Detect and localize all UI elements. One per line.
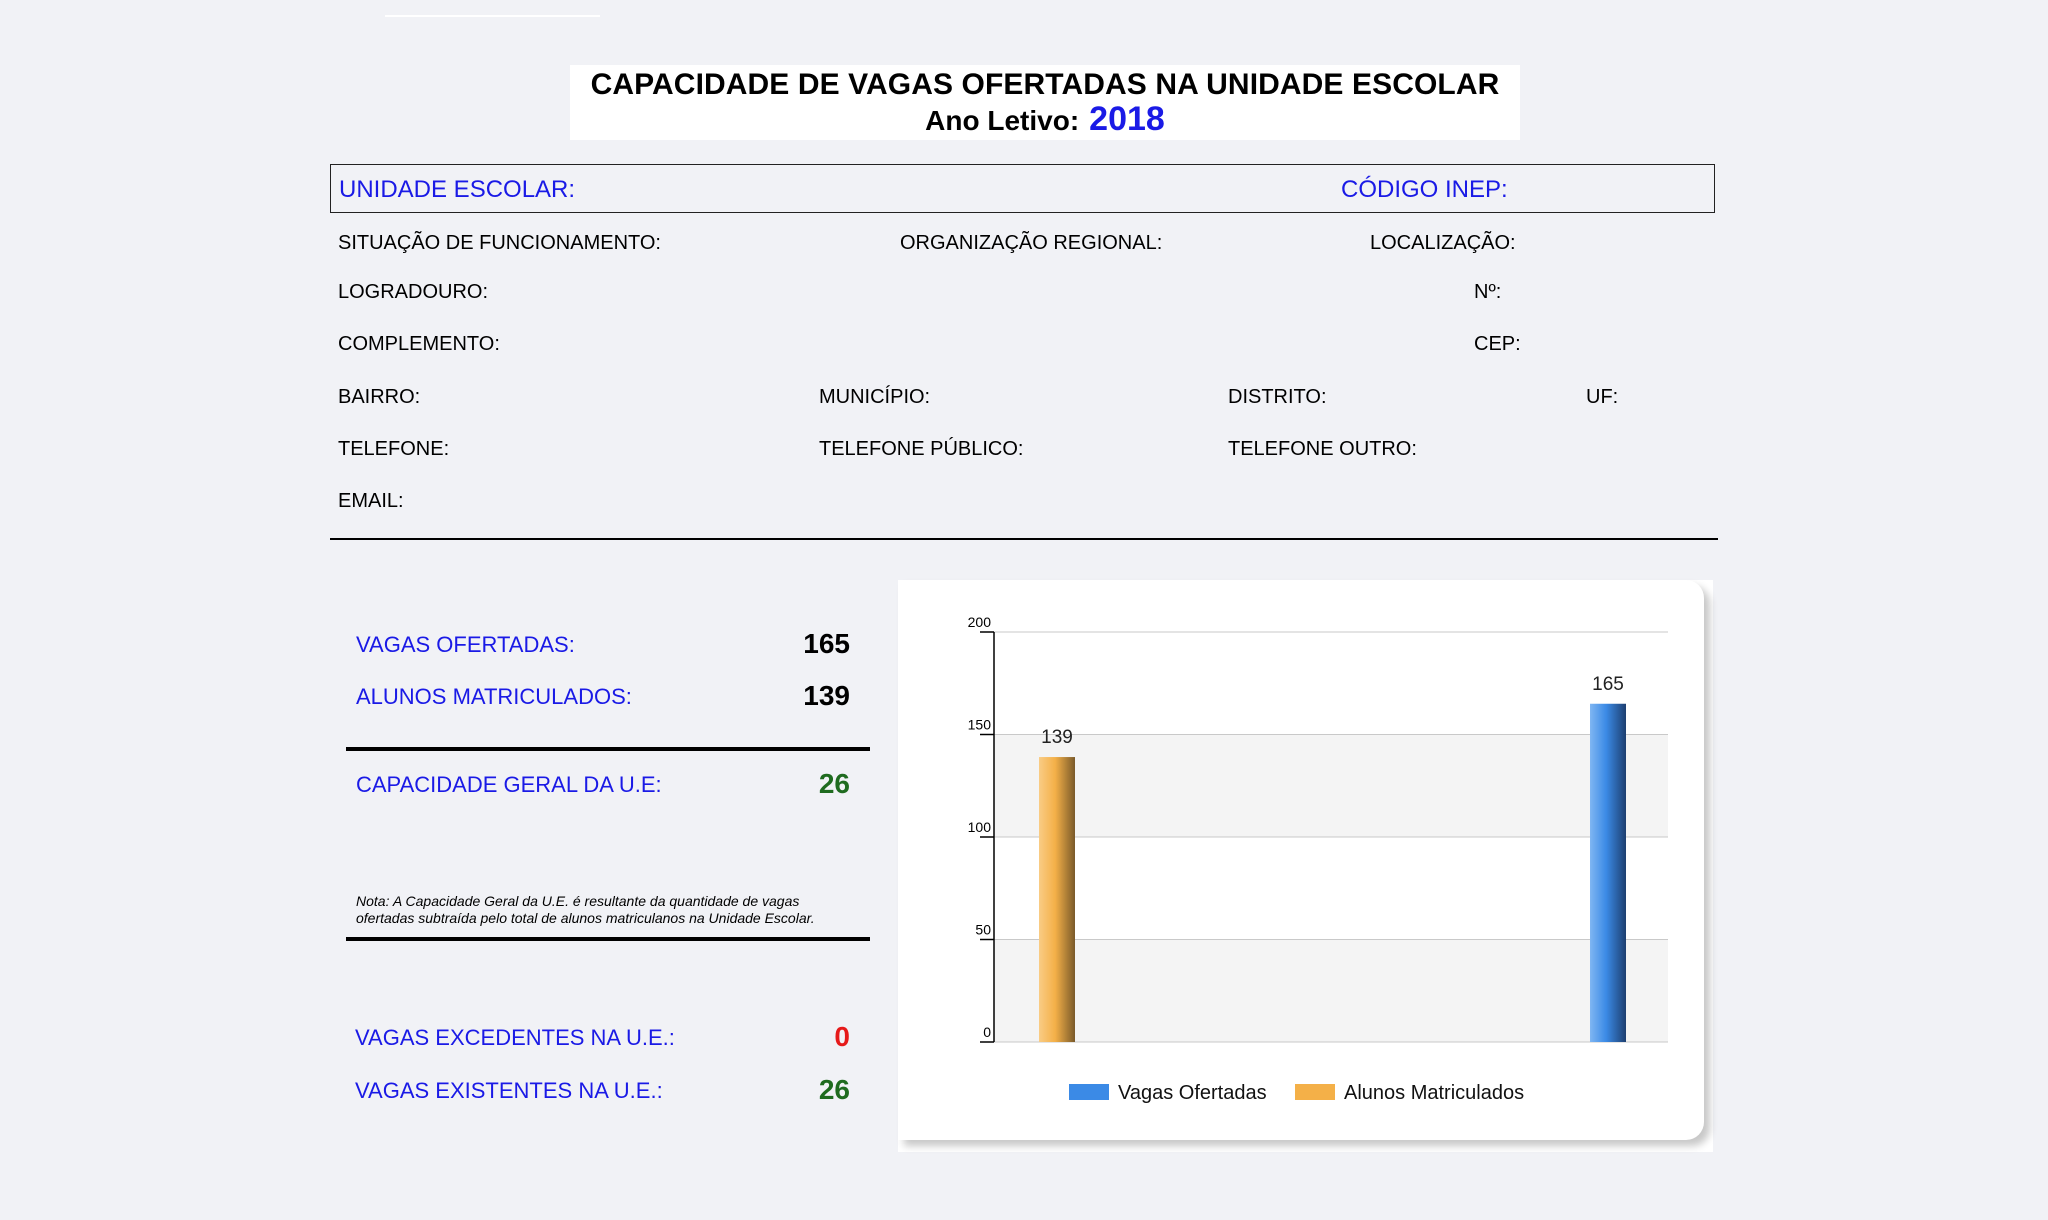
field-organizacao: ORGANIZAÇÃO REGIONAL: xyxy=(900,232,1163,254)
vagas-ofertadas-value: 165 xyxy=(803,628,850,659)
grid-band xyxy=(994,837,1668,940)
field-numero: Nº: xyxy=(1474,281,1502,303)
stats-divider-top xyxy=(346,747,870,751)
bar-vagas-ofertadas xyxy=(1590,704,1626,1042)
legend-label: Vagas Ofertadas xyxy=(1118,1082,1267,1104)
alunos-matriculados-value: 139 xyxy=(803,680,850,711)
school-unit-label: UNIDADE ESCOLAR: xyxy=(339,176,576,203)
chart-panel xyxy=(898,580,1713,1152)
field-localizacao: LOCALIZAÇÃO: xyxy=(1370,232,1516,254)
capacity-note-line-1: Nota: A Capacidade Geral da U.E. é resultante da quantidade de vagas xyxy=(356,893,800,909)
field-bairro: BAIRRO: xyxy=(338,386,421,408)
section-divider xyxy=(330,538,1718,540)
legend-label: Alunos Matriculados xyxy=(1344,1082,1525,1104)
field-logradouro: LOGRADOURO: xyxy=(338,281,489,303)
field-cep: CEP: xyxy=(1474,333,1521,355)
bar-data-label: 139 xyxy=(1041,727,1073,749)
field-complemento: COMPLEMENTO: xyxy=(338,333,500,355)
legend-swatch xyxy=(1295,1084,1335,1100)
field-situacao: SITUAÇÃO DE FUNCIONAMENTO: xyxy=(338,232,661,254)
school-year-value: 2018 xyxy=(1089,100,1165,138)
inep-code-label: CÓDIGO INEP: xyxy=(1341,176,1508,203)
vagas-excedentes-label: VAGAS EXCEDENTES NA U.E.: xyxy=(355,1025,675,1050)
y-tick-label: 150 xyxy=(967,716,991,733)
y-tick-label: 100 xyxy=(967,819,991,835)
vagas-existentes-value: 26 xyxy=(818,1074,850,1105)
report-title: CAPACIDADE DE VAGAS OFERTADAS NA UNIDADE ESCOLAR xyxy=(590,68,1500,101)
school-unit-box xyxy=(330,164,1715,213)
legend-swatch xyxy=(1069,1084,1109,1100)
bar-chart xyxy=(898,580,1704,1140)
capacidade-value: 26 xyxy=(818,768,850,799)
field-telefone: TELEFONE: xyxy=(338,438,450,460)
field-telefone-publico: TELEFONE PÚBLICO: xyxy=(819,438,1024,460)
chart-card xyxy=(898,580,1704,1140)
field-telefone-outro: TELEFONE OUTRO: xyxy=(1228,438,1417,460)
y-tick-label: 50 xyxy=(975,921,991,938)
school-year-label: Ano Letivo: xyxy=(925,105,1080,136)
bar-alunos-matriculados xyxy=(1039,757,1075,1042)
field-municipio: MUNICÍPIO: xyxy=(819,386,931,408)
capacity-note xyxy=(356,893,856,927)
y-tick-label: 0 xyxy=(983,1024,991,1040)
alunos-matriculados-label: ALUNOS MATRICULADOS: xyxy=(356,684,632,709)
school-year xyxy=(570,100,1520,139)
capacidade-label: CAPACIDADE GERAL DA U.E: xyxy=(356,772,662,797)
field-email: EMAIL: xyxy=(338,490,404,512)
vagas-ofertadas-label: VAGAS OFERTADAS: xyxy=(356,632,575,657)
vagas-excedentes-value: 0 xyxy=(834,1021,850,1052)
bar-data-label: 165 xyxy=(1592,673,1624,695)
grid-band xyxy=(994,940,1668,1043)
grid-band xyxy=(994,735,1668,838)
stats-divider-bottom xyxy=(346,937,870,941)
grid-band xyxy=(994,632,1668,735)
capacity-note-line-2: ofertadas subtraída pelo total de alunos matriculanos na Unidade Escolar. xyxy=(356,910,815,926)
y-tick-label: 200 xyxy=(967,614,991,630)
vagas-existentes-label: VAGAS EXISTENTES NA U.E.: xyxy=(355,1078,663,1103)
field-uf: UF: xyxy=(1586,386,1619,408)
field-distrito: DISTRITO: xyxy=(1228,386,1327,408)
report-title-box xyxy=(570,65,1520,140)
top-divider xyxy=(385,15,600,17)
